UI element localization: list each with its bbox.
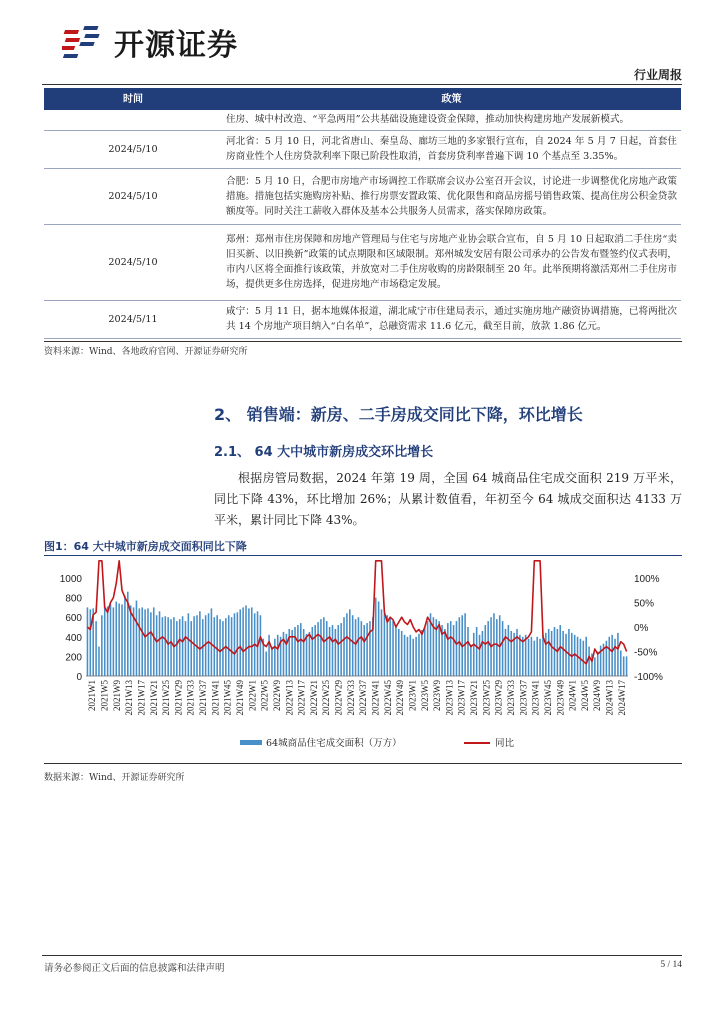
bar xyxy=(193,616,195,676)
left-tick-label: 800 xyxy=(65,593,82,605)
bar xyxy=(479,635,481,676)
left-tick-label: 0 xyxy=(76,672,82,683)
bar xyxy=(557,629,559,676)
x-tick-label: 2021W5 xyxy=(99,680,110,711)
bar xyxy=(162,617,164,676)
bar xyxy=(522,637,524,676)
company-logo xyxy=(62,20,238,64)
bar xyxy=(101,615,103,676)
x-tick-label: 2023W45 xyxy=(542,680,553,716)
bar xyxy=(153,607,155,676)
x-tick-label: 2022W5 xyxy=(259,680,270,711)
footer-disclaimer: 请务必参阅正文后面的信息披露和法律声明 xyxy=(44,963,225,974)
bar xyxy=(444,629,446,676)
table-source: 资料来源：Wind、各地政府官网、开源证券研究所 xyxy=(44,347,248,357)
bar xyxy=(286,634,288,676)
bar xyxy=(355,619,357,676)
bar xyxy=(242,607,244,676)
bar xyxy=(294,627,296,676)
bar xyxy=(237,612,239,676)
bar xyxy=(352,615,354,676)
header-divider xyxy=(42,84,682,85)
bar xyxy=(407,637,409,676)
bar xyxy=(508,625,510,676)
subsection-title: 2.1、 64 大中城市新房成交环比增长 xyxy=(214,445,434,460)
bar xyxy=(594,657,596,676)
bar xyxy=(265,652,267,677)
x-tick-label: 2023W13 xyxy=(444,680,455,716)
bar xyxy=(539,639,541,676)
x-tick-label: 2021W37 xyxy=(198,680,208,716)
x-tick-label: 2024W17 xyxy=(616,680,627,716)
bar xyxy=(211,608,213,676)
bar xyxy=(404,635,406,676)
x-tick-label: 2022W41 xyxy=(370,680,381,716)
bar xyxy=(447,623,449,676)
bar xyxy=(260,615,262,676)
bar xyxy=(536,637,538,676)
x-tick-label: 2024W5 xyxy=(579,680,590,711)
bar xyxy=(620,651,622,676)
bar xyxy=(113,607,115,676)
x-tick-label: 2021W25 xyxy=(161,680,172,716)
x-tick-label: 2021W13 xyxy=(124,680,135,716)
bar xyxy=(545,633,547,676)
bar xyxy=(482,631,484,676)
bar xyxy=(398,629,400,676)
bar xyxy=(167,617,169,676)
bar xyxy=(611,635,613,676)
x-tick-label: 2022W45 xyxy=(382,680,393,716)
x-tick-label: 2021W1 xyxy=(87,680,98,711)
bar xyxy=(144,609,146,676)
bar xyxy=(208,613,210,676)
left-tick-label: 1000 xyxy=(59,574,82,585)
table-row xyxy=(44,110,681,130)
bar xyxy=(571,633,573,676)
bar xyxy=(87,607,89,676)
bar xyxy=(562,631,564,676)
x-tick-label: 2022W29 xyxy=(333,680,344,716)
bar xyxy=(395,625,397,676)
bar xyxy=(476,627,478,676)
x-tick-label: 2022W37 xyxy=(358,680,369,716)
bar xyxy=(248,608,250,676)
table-bottom-divider xyxy=(44,341,682,342)
x-tick-label: 2023W1 xyxy=(407,680,418,711)
x-tick-label: 2021W49 xyxy=(235,680,245,716)
table-row xyxy=(44,224,681,300)
bar xyxy=(121,604,123,676)
x-tick-label: 2023W49 xyxy=(555,680,566,716)
page-number: 5 / 14 xyxy=(660,960,682,970)
bar xyxy=(614,639,616,676)
body-paragraph: 根据房管局数据，2024 年第 19 周，全国 64 城商品住宅成交面积 219 万平米，同比下降 43%，环比增加 26%；从累计数值看，年初至今 64 城成交面积达 4133 万平米，累计同比下降 43%。 xyxy=(214,471,682,527)
x-tick-label: 2021W33 xyxy=(185,680,196,716)
bar xyxy=(597,652,599,677)
x-tick-label: 2023W9 xyxy=(432,680,443,711)
x-tick-label: 2022W25 xyxy=(321,680,332,716)
bar xyxy=(623,656,625,676)
x-tick-label: 2023W17 xyxy=(456,680,467,716)
bar xyxy=(234,613,236,676)
bar xyxy=(583,641,585,676)
bar xyxy=(110,604,112,676)
bar xyxy=(421,630,423,676)
bar xyxy=(551,631,553,676)
legend-bar-swatch xyxy=(240,740,262,745)
bar xyxy=(104,605,106,676)
bar xyxy=(95,621,97,676)
bar xyxy=(363,625,365,676)
bar xyxy=(251,607,253,676)
bar xyxy=(176,621,178,676)
bar xyxy=(199,611,201,676)
bar xyxy=(124,596,126,676)
bar xyxy=(369,621,371,676)
bar xyxy=(107,606,109,676)
bar xyxy=(418,634,420,676)
row-policy-text: 郑州：郑州市住房保障和房地产管理局与住宅与房地产业协会联合宣布，自 5 月 10 日起取消二手住房“卖旧买新、以旧换新”政策的试点期限和区域限制。郑州城发安居有限公司承办的公告发布暨签约仪式表明，市内八区将全面推行该政策，并放宽对二手住房收购的房龄限制至 20 年。此举预期将激活郑州二手住房市场，提供更多住房选择，促进房地产市场稳定发展。 xyxy=(222,224,681,300)
bar xyxy=(245,605,247,676)
x-tick-label: 2024W1 xyxy=(567,680,578,711)
bar xyxy=(271,647,273,676)
bar xyxy=(303,629,305,676)
bar xyxy=(542,635,544,676)
bar xyxy=(424,627,426,676)
section-title: 2、 销售端：新房、二手房成交同比下降，环比增长 xyxy=(214,405,583,424)
bar xyxy=(329,627,331,676)
bar xyxy=(340,623,342,676)
bar xyxy=(170,619,172,676)
bar xyxy=(361,621,363,676)
bar xyxy=(320,619,322,676)
left-tick-label: 400 xyxy=(65,632,82,644)
row-policy-text: 合肥：5 月 10 日，合肥市房地产市场调控工作联席会议办公室召开会议，讨论进一步调整优化房地产政策措施。措施包括实施购房补贴、推行房票安置政策、优化限售和商品房摇号销售政策、提高住房公积金贷款额度等。同时关注工薪收入群体及基本公共服务人员需求，落实保障房政策。 xyxy=(222,168,681,224)
bar xyxy=(386,615,388,676)
left-tick-label: 200 xyxy=(65,652,82,664)
bar xyxy=(323,617,325,676)
bar xyxy=(378,602,380,676)
x-tick-label: 2023W37 xyxy=(518,680,529,716)
bar xyxy=(239,609,241,676)
x-tick-label: 2023W29 xyxy=(493,680,504,716)
bar xyxy=(337,625,339,676)
logo-text: 开源证券 xyxy=(114,28,238,63)
left-tick-label: 600 xyxy=(65,613,82,625)
bar xyxy=(182,616,184,676)
x-tick-label: 2023W33 xyxy=(506,680,516,716)
bar xyxy=(147,608,149,676)
bar xyxy=(216,615,218,676)
bar xyxy=(453,625,455,676)
table-row xyxy=(44,130,681,168)
bar xyxy=(392,621,394,676)
bar xyxy=(332,625,334,676)
x-tick-label: 2021W17 xyxy=(136,680,147,716)
bar xyxy=(487,621,489,676)
figure-source: 数据来源：Wind、开源证券研究所 xyxy=(44,773,185,783)
sales-area-chart xyxy=(44,560,684,760)
table-header-row xyxy=(44,88,681,110)
bar xyxy=(467,627,469,676)
bar xyxy=(375,598,377,676)
policy-table xyxy=(44,88,681,339)
bar xyxy=(381,609,383,676)
bar xyxy=(274,639,276,676)
bar xyxy=(297,625,299,676)
bar xyxy=(150,612,152,676)
x-tick-label: 2022W21 xyxy=(308,680,319,716)
x-axis xyxy=(87,680,627,716)
bar xyxy=(510,631,512,676)
x-tick-label: 2023W21 xyxy=(469,680,479,716)
bar xyxy=(626,656,628,676)
bar xyxy=(317,622,319,676)
bar xyxy=(554,627,556,676)
bar xyxy=(548,629,550,676)
bar xyxy=(358,617,360,676)
bar xyxy=(519,635,521,676)
bar xyxy=(588,647,590,676)
bar-series xyxy=(87,592,628,676)
logo-mark-icon xyxy=(62,22,108,62)
x-tick-label: 2022W1 xyxy=(247,680,258,711)
right-tick-label: 0% xyxy=(634,623,649,634)
x-tick-label: 2023W25 xyxy=(481,680,492,716)
bar xyxy=(309,632,311,676)
x-tick-label: 2023W41 xyxy=(530,680,541,716)
x-tick-label: 2023W5 xyxy=(419,680,430,711)
bar xyxy=(335,629,337,676)
column-header-policy: 政策 xyxy=(222,88,681,110)
row-date xyxy=(44,110,222,130)
bar xyxy=(300,623,302,676)
bar xyxy=(389,617,391,676)
bar xyxy=(136,601,138,676)
x-tick-label: 2022W9 xyxy=(271,680,282,711)
bar xyxy=(401,631,403,676)
row-policy-text: 咸宁：5 月 11 日，据本地媒体报道，湖北咸宁市住建局表示，通过实施房地产融资协调措施，已将两批次共 14 个房地产项目纳入“白名单”，总融资需求 11.6 亿元，截至目前，放款 1.86 亿元。 xyxy=(222,300,681,338)
bar xyxy=(312,627,314,676)
bar xyxy=(617,633,619,676)
bar xyxy=(231,617,233,676)
table-row xyxy=(44,168,681,224)
bar xyxy=(164,616,166,676)
row-policy-text: 住房、城中村改造、“平急两用”公共基础设施建设资金保障，推动加快构建房地产发展新模式。 xyxy=(222,110,681,130)
bar xyxy=(326,621,328,676)
bar xyxy=(159,611,161,676)
bar xyxy=(427,621,429,676)
legend-line-label: 同比 xyxy=(495,738,515,749)
x-tick-label: 2021W29 xyxy=(173,680,184,716)
x-tick-label: 2021W45 xyxy=(222,680,233,716)
table-row xyxy=(44,300,681,338)
bar xyxy=(412,639,414,676)
bar xyxy=(415,637,417,676)
x-tick-label: 2022W33 xyxy=(345,680,356,716)
bar xyxy=(90,609,92,676)
bar xyxy=(384,613,386,676)
x-tick-label: 2022W13 xyxy=(284,680,295,716)
bar xyxy=(188,613,190,676)
bar xyxy=(346,613,348,676)
x-tick-label: 2024W13 xyxy=(604,680,615,716)
bar xyxy=(438,621,440,676)
bar xyxy=(470,645,472,676)
bar xyxy=(559,625,561,676)
x-tick-label: 2024W9 xyxy=(592,680,603,711)
bar xyxy=(179,619,181,676)
bar xyxy=(306,634,308,676)
right-tick-label: -50% xyxy=(634,647,658,659)
bar xyxy=(343,617,345,676)
row-date: 2024/5/10 xyxy=(44,168,222,224)
figure-top-divider xyxy=(44,555,682,556)
bar xyxy=(534,641,536,676)
right-axis xyxy=(634,574,663,683)
bar xyxy=(185,621,187,676)
bar xyxy=(156,615,158,676)
bar xyxy=(366,623,368,676)
bar xyxy=(314,625,316,676)
x-tick-label: 2022W49 xyxy=(395,680,406,716)
bar xyxy=(525,635,527,676)
right-tick-label: 50% xyxy=(634,598,655,610)
bar xyxy=(228,615,230,676)
x-tick-label: 2022W17 xyxy=(296,680,307,716)
yoy-line-series xyxy=(86,561,628,676)
chart-legend xyxy=(240,737,515,749)
bar xyxy=(98,647,100,676)
bar xyxy=(115,602,117,676)
bar xyxy=(459,617,461,676)
bar xyxy=(528,639,530,676)
bar xyxy=(502,621,504,676)
bar xyxy=(349,609,351,676)
row-date: 2024/5/10 xyxy=(44,130,222,168)
x-tick-label: 2021W9 xyxy=(111,680,122,711)
right-tick-label: -100% xyxy=(634,672,663,683)
bar xyxy=(130,605,132,676)
x-tick-label: 2021W41 xyxy=(210,680,221,716)
bar xyxy=(219,619,221,676)
bar xyxy=(450,621,452,676)
row-policy-text: 河北省：5 月 10 日，河北省唐山、秦皇岛、廊坊三地的多家银行宣布，自 2024 年 5 月 7 日起，首套住房商业性个人住房贷款利率下限已阶段性取消，首套房贷利率普遍下调 10 个基点至 3.35%。 xyxy=(222,130,681,168)
figure-title: 图1：64 大中城市新房成交面积同比下降 xyxy=(44,540,247,553)
bar xyxy=(190,621,192,676)
bar xyxy=(277,635,279,676)
footer-divider xyxy=(42,955,682,956)
figure-bottom-divider xyxy=(44,763,682,764)
left-axis xyxy=(60,574,83,683)
bar xyxy=(141,607,143,676)
bar xyxy=(608,637,610,676)
bar xyxy=(410,635,412,676)
right-tick-label: 100% xyxy=(634,574,660,585)
bar xyxy=(139,608,141,676)
report-type: 行业周报 xyxy=(633,68,682,82)
legend-bar-label: 64城商品住宅成交面积（万方） xyxy=(266,738,402,749)
bar xyxy=(473,633,475,676)
bar xyxy=(531,637,533,676)
bar xyxy=(496,619,498,676)
bar xyxy=(585,637,587,676)
row-date: 2024/5/10 xyxy=(44,224,222,300)
x-tick-label: 2021W21 xyxy=(148,680,159,716)
column-header-time: 时间 xyxy=(44,88,222,110)
bar xyxy=(565,634,567,676)
bar xyxy=(456,621,458,676)
bar xyxy=(484,625,486,676)
bar xyxy=(118,603,120,676)
row-date: 2024/5/11 xyxy=(44,300,222,338)
